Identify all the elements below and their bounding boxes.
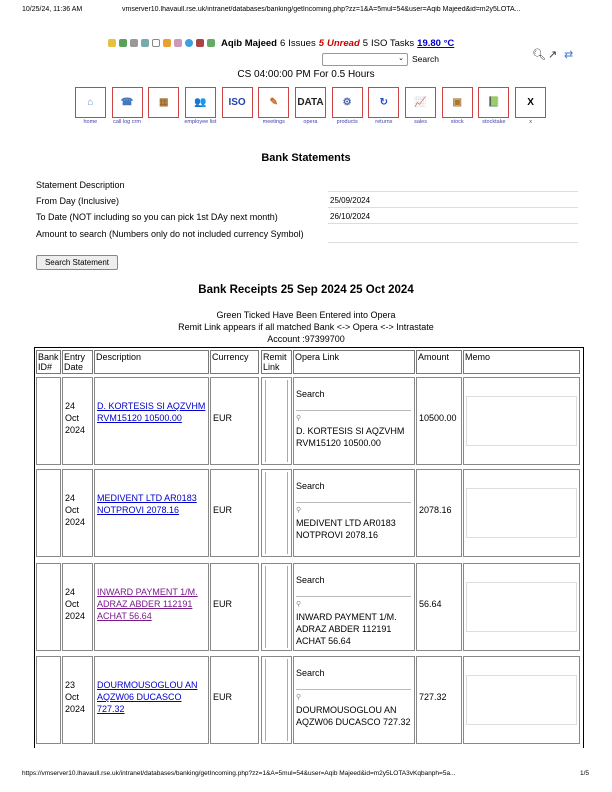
- header-amount: Amount: [416, 350, 462, 374]
- nav-label[interactable]: stock: [450, 119, 464, 125]
- entry-date: 24 Oct 2024: [65, 493, 86, 527]
- header-entry-date: Entry Date: [62, 350, 93, 374]
- info-icon[interactable]: [207, 39, 215, 47]
- page-title: Bank Statements: [261, 152, 351, 164]
- cell-description: [94, 656, 209, 744]
- cell-remit-link: [261, 469, 292, 557]
- cell-opera-link: [293, 656, 415, 744]
- cell-currency: [210, 469, 259, 557]
- nav-label[interactable]: stocktake: [482, 119, 506, 125]
- cell-bank-id: [36, 656, 61, 744]
- username: Aqib Majeed: [221, 37, 277, 49]
- employees-icon[interactable]: 👥: [185, 87, 216, 118]
- cell-entry-date: [62, 469, 93, 557]
- sales-icon[interactable]: 📈: [405, 87, 436, 118]
- currency: EUR: [213, 505, 233, 515]
- temperature-link[interactable]: 19.80 °C: [417, 37, 455, 49]
- opera-match-text: INWARD PAYMENT 1/M. ADRAZ ABDER 112191 ACHAT 56.64: [296, 612, 397, 646]
- remit-link-slot: [265, 472, 288, 554]
- print-datetime: 10/25/24, 11:36 AM: [22, 6, 83, 13]
- nav-item[interactable]: [109, 87, 146, 125]
- chat-icon[interactable]: [185, 39, 193, 47]
- unread-label[interactable]: Unread: [327, 37, 360, 49]
- nav-label[interactable]: meetings: [262, 119, 285, 125]
- footer-url: https://vmserver10.lhavaull.rse.uk/intranet/databases/banking/getIncoming.php?zz=1&A=5mul=54&user=Aqib Majeed&id=m2y5LOTA3vKqbanph=5a...: [22, 770, 456, 777]
- search-icon[interactable]: 🔍︎: [532, 49, 546, 61]
- opera-match-text: MEDIVENT LTD AR0183 NOTPROVI 2078.16: [296, 518, 396, 540]
- nav-item[interactable]: [439, 87, 476, 125]
- cell-amount: [416, 469, 462, 557]
- stock-icon[interactable]: ▣: [442, 87, 473, 118]
- receipts-title: Bank Receipts 25 Sep 2024 25 Oct 2024: [198, 284, 414, 296]
- cell-amount: [416, 377, 462, 465]
- cs-schedule: CS 04:00:00 PM For 0.5 Hours: [237, 69, 375, 80]
- info-remit-link: Remit Link appears if all matched Bank <-> Opera <-> Intrastate: [178, 322, 434, 332]
- issues-count: 6: [279, 37, 286, 49]
- amount: 10500.00: [419, 413, 457, 423]
- nav-item[interactable]: [292, 87, 329, 125]
- description-link[interactable]: MEDIVENT LTD AR0183 NOTPROVI 2078.16: [97, 493, 197, 515]
- from-label: From Day (Inclusive): [36, 196, 120, 206]
- magnifier-icon[interactable]: ⚲: [296, 507, 302, 514]
- unread-count: 5: [318, 37, 325, 49]
- header-description: Description: [94, 350, 209, 374]
- nav-item[interactable]: [255, 87, 292, 125]
- memo-input[interactable]: [466, 675, 577, 725]
- header-memo: Memo: [463, 350, 580, 374]
- cell-opera-link: [293, 469, 415, 557]
- settings-icon[interactable]: [130, 39, 138, 47]
- memo-input[interactable]: [466, 582, 577, 632]
- amount: 727.32: [419, 692, 447, 702]
- cell-currency: [210, 656, 259, 744]
- calendar-icon[interactable]: [141, 39, 149, 47]
- nav-label[interactable]: call log crm: [113, 119, 141, 125]
- cell-remit-link: [261, 656, 292, 744]
- receipts-table: [34, 347, 584, 748]
- external-link-icon[interactable]: ↗: [548, 49, 558, 61]
- smiley-icon[interactable]: [163, 39, 171, 47]
- note-icon[interactable]: [174, 39, 182, 47]
- header-remit-link: Remit Link: [261, 350, 292, 374]
- magnifier-icon[interactable]: ⚲: [296, 415, 302, 422]
- close-icon[interactable]: X: [515, 87, 546, 118]
- nav-label[interactable]: opera: [303, 119, 318, 125]
- opera-search-input[interactable]: [296, 586, 411, 597]
- remit-link-slot: [265, 566, 288, 648]
- nav-item[interactable]: [329, 87, 366, 125]
- description-link[interactable]: INWARD PAYMENT 1/M. ADRAZ ABDER 112191 ACHAT 56.64: [97, 587, 198, 621]
- nav-item[interactable]: [219, 87, 256, 125]
- home-icon[interactable]: ⌂: [75, 87, 106, 118]
- cell-memo: [463, 656, 580, 744]
- chevron-down-icon: ⌄: [398, 55, 404, 62]
- globe-icon[interactable]: [119, 39, 127, 47]
- description-link[interactable]: DOURMOUSOGLOU AN AQZW06 DUCASCO 727.32: [97, 680, 198, 714]
- info-account: Account :97399700: [267, 334, 345, 344]
- search-button[interactable]: Search: [412, 54, 439, 64]
- remit-link-slot: [265, 380, 288, 462]
- opera-data-icon[interactable]: DATA: [295, 87, 326, 118]
- cell-entry-date: [62, 377, 93, 465]
- page-number: 1/5: [580, 770, 590, 777]
- opera-search-input[interactable]: [296, 400, 411, 411]
- nav-label[interactable]: home: [83, 119, 98, 125]
- nav-label[interactable]: sales: [414, 119, 427, 125]
- opera-search-label: Search: [296, 575, 325, 585]
- nav-item[interactable]: [366, 87, 403, 125]
- magnifier-icon[interactable]: ⚲: [296, 694, 302, 701]
- cell-memo: [463, 469, 580, 557]
- to-label: To Date (NOT including so you can pick 1st DAy next month): [36, 212, 278, 222]
- phone-icon[interactable]: ☎: [112, 87, 143, 118]
- from-date-input[interactable]: 25/09/2024: [328, 196, 578, 208]
- print-url: vmserver10.lhavaull.rse.uk/intranet/databases/banking/getIncoming.php?zz=1&A=5mul=54&user=Aqib Majeed&id=m2y5LOTA...: [122, 6, 521, 13]
- opera-match-text: DOURMOUSOGLOU AN AQZW06 DUCASCO 727.32: [296, 705, 411, 727]
- cell-entry-date: [62, 656, 93, 744]
- swap-icon[interactable]: ⇄: [564, 49, 574, 61]
- user-bar: [108, 36, 454, 50]
- description-label: Statement Description: [36, 180, 125, 190]
- amount-input[interactable]: [328, 231, 578, 243]
- opera-search-input[interactable]: [296, 492, 411, 503]
- nav-item[interactable]: [72, 87, 109, 125]
- nav-item[interactable]: [402, 87, 439, 125]
- entry-date: 23 Oct 2024: [65, 680, 86, 714]
- opera-search-label: Search: [296, 668, 325, 678]
- amount: 2078.16: [419, 505, 452, 515]
- amount-label: Amount to search (Numbers only do not included currency Symbol): [36, 229, 304, 239]
- search-select[interactable]: [322, 53, 408, 66]
- document-icon[interactable]: [196, 39, 204, 47]
- cell-bank-id: [36, 563, 61, 651]
- cell-bank-id: [36, 469, 61, 557]
- cell-memo: [463, 377, 580, 465]
- nav-item[interactable]: [512, 87, 549, 125]
- header-currency: Currency: [210, 350, 259, 374]
- cell-opera-link: [293, 377, 415, 465]
- main-nav: [72, 87, 549, 125]
- nav-label[interactable]: employee list: [184, 119, 217, 125]
- nav-label[interactable]: x: [529, 119, 532, 125]
- description-link[interactable]: D. KORTESIS SI AQZVHM RVM15120 10500.00: [97, 401, 206, 423]
- nav-item[interactable]: [182, 87, 219, 125]
- iso-icon[interactable]: ISO: [222, 87, 253, 118]
- star-icon[interactable]: [108, 39, 116, 47]
- cell-amount: [416, 656, 462, 744]
- nav-item[interactable]: [476, 87, 513, 125]
- cell-description: [94, 469, 209, 557]
- header-opera-link: Opera Link: [293, 350, 415, 374]
- iso-tasks-label[interactable]: ISO Tasks: [371, 37, 415, 49]
- currency: EUR: [213, 413, 233, 423]
- currency: EUR: [213, 599, 233, 609]
- issues-label: Issues: [288, 37, 316, 49]
- description-input[interactable]: [328, 180, 578, 192]
- desk-icon[interactable]: ▦: [148, 87, 179, 118]
- cell-memo: [463, 563, 580, 651]
- info-green-ticked: Green Ticked Have Been Entered into Opera: [216, 310, 396, 320]
- entry-date: 24 Oct 2024: [65, 401, 86, 435]
- search-statement-button[interactable]: Search Statement: [36, 255, 118, 270]
- entry-date: 24 Oct 2024: [65, 587, 86, 621]
- amount: 56.64: [419, 599, 442, 609]
- returns-icon[interactable]: ↻: [368, 87, 399, 118]
- cell-description: [94, 377, 209, 465]
- cell-remit-link: [261, 377, 292, 465]
- currency: EUR: [213, 692, 233, 702]
- cell-currency: [210, 377, 259, 465]
- opera-search-input[interactable]: [296, 679, 411, 690]
- opera-match-text: D. KORTESIS SI AQZVHM RVM15120 10500.00: [296, 426, 405, 448]
- window-icon[interactable]: [152, 39, 160, 47]
- memo-input[interactable]: [466, 396, 577, 446]
- remit-link-slot: [265, 659, 288, 741]
- opera-search-label: Search: [296, 389, 325, 399]
- to-date-input[interactable]: 26/10/2024: [328, 212, 578, 224]
- iso-count: 5: [362, 37, 369, 49]
- header-bank-id: Bank ID#: [36, 350, 61, 374]
- cell-description: [94, 563, 209, 651]
- magnifier-icon[interactable]: ⚲: [296, 601, 302, 608]
- nav-label[interactable]: products: [336, 119, 358, 125]
- nav-label[interactable]: returns: [375, 119, 393, 125]
- opera-search-label: Search: [296, 481, 325, 491]
- cell-currency: [210, 563, 259, 651]
- products-icon[interactable]: ⚙: [332, 87, 363, 118]
- nav-item[interactable]: [145, 87, 182, 125]
- cell-entry-date: [62, 563, 93, 651]
- cell-opera-link: [293, 563, 415, 651]
- cell-bank-id: [36, 377, 61, 465]
- stocktake-icon[interactable]: 📗: [478, 87, 509, 118]
- memo-input[interactable]: [466, 488, 577, 538]
- cell-amount: [416, 563, 462, 651]
- cell-remit-link: [261, 563, 292, 651]
- meetings-icon[interactable]: ✎: [258, 87, 289, 118]
